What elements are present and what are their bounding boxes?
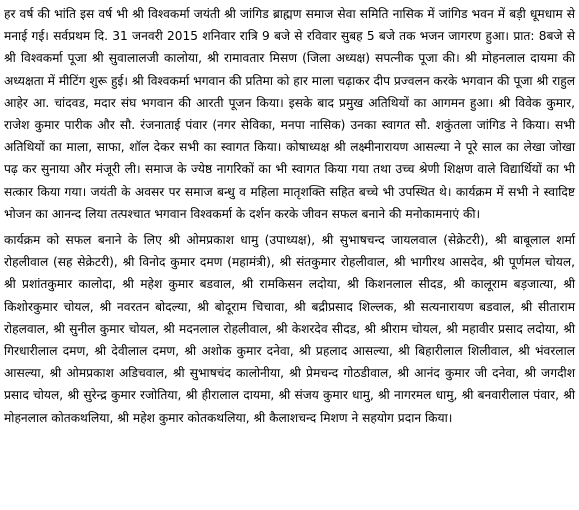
paragraph-event-report: हर वर्ष की भांति इस वर्ष भी श्री विश्वकर्मा जयंती श्री जांगिड ब्राह्मण समाज सेवा समिति नासिक में जांगिड भवन में बड़ी धूमधाम से मनाई गई। सर्वप्रथम दि. 31 जनवरी 2015 शनिवार रात्रि 9 बजे से रविवार सुबह 5 बजे तक भजन जागरण हुआ। प्रात: 8बजे से श्री विश्वकर्मा पूजा श्री सुवालालजी कालोया, श्री रामावतार मिसण (जिला अध्यक्ष) सपत्नीक पूजा की। श्री मोहनलाल दायमा की अध्यक्षता में मीटिंग शुरू हुई। श्री विश्वकर्मा भगवान की प्रतिमा को हार माला चढ़ाकर दीप प्रज्वलन करके भगवान की पूजा श्री राहुल आहेर आ. चांदवड, मदार संघ भगवान की आरती पूजन किया। इसके बाद प्रमुख अतिथियों का आगमन हुआ। श्री विवेक कुमार, राजेश कुमार पारीक और सौ. रंजनाताई पंवार (नगर सेविका, मनपा नासिक) उनका स्वागत सौ. शकुंतला जांगिड ने किया। सभी अतिथियों का माला, साफा, शॉल देकर सभी का स्वागत किया। कोषाध्यक्ष श्री लक्ष्मीनारायण आसल्या ने पूरे साल का लेखा जोखा पढ़ कर सुनाया और मंजूरी ली। समाज के ज्येष्ठ नागरिकों का भी स्वागत किया गया तथा उच्च श्रेणी शिक्षण वाले विद्यार्थियों का भी सत्कार किया गया। जयंती के अवसर पर समाज बन्धु व महिला मातृशक्ति सहित बच्चे भी उपस्थित थे। कार्यक्रम में सभी ने स्वादिष्ट भोजन का आनन्द लिया तत्पश्चात भगवान विश्वकर्मा के दर्शन करके जीवन सफल बनाने की मनोकामनाएं की। — [4, 7, 575, 221]
paragraph-acknowledgements: कार्यक्रम को सफल बनाने के लिए श्री ओमप्रकाश धामु (उपाध्यक्ष), श्री सुभाषचन्द जायलवाल (सेक्रेटरी), श्री बाबूलाल शर्मा रोहलीवाल (सह सेक्रेटरी), श्री विनोद कुमार दमण (महामंत्री), श्री संतकुमार रोहलीवाल, श्री भागीरथ आसदेव, श्री पूर्णमल चोयल, श्री प्रशांतकुमार कालोदा, श्री महेश कुमार बडवाल, श्री रामकिसन लदोया, श्री किशनलाल सीदड, श्री कालूराम बड़जात्या, श्री किशोरकुमार चोयल, श्री नवरतन बोदल्या, श्री बोदूराम चिचावा, श्री बद्रीप्रसाद शिल्लक, श्री सत्यनारायण बडवाल, श्री सीताराम रोहलवाल, श्री सुनील कुमार चोयल, श्री मदनलाल रोहलीवाल, श्री केशरदेव सीदड, श्री श्रीराम चोयल, श्री महावीर प्रसाद लदोया, श्री गिरधारीलाल दमण, श्री देवीलाल दमण, श्री अशोक कुमार दनेवा, श्री प्रहलाद आसल्या, श्री बिहारीलाल शिलीवाल, श्री भंवरलाल आसल्या, श्री ओमप्रकाश अडिचवाल, श्री सुभाषचंद कालोनीया, श्री प्रेमचन्द गोठडीवाल, श्री आनंद कुमार जी दनेवा, श्री जगदीश प्रसाद चोयल, श्री सुरेन्द्र कुमार रजोतिया, श्री हीरालाल दायमा, श्री संजय कुमार धामु, श्री नागरमल धामु, श्री बनवारीलाल पंवार, श्री मोहनलाल कोतकथलिया, श्री महेश कुमार कोतकथलिया, श्री कैलाशचन्द मिशण ने सहयोग प्रदान किया। — [4, 233, 575, 425]
